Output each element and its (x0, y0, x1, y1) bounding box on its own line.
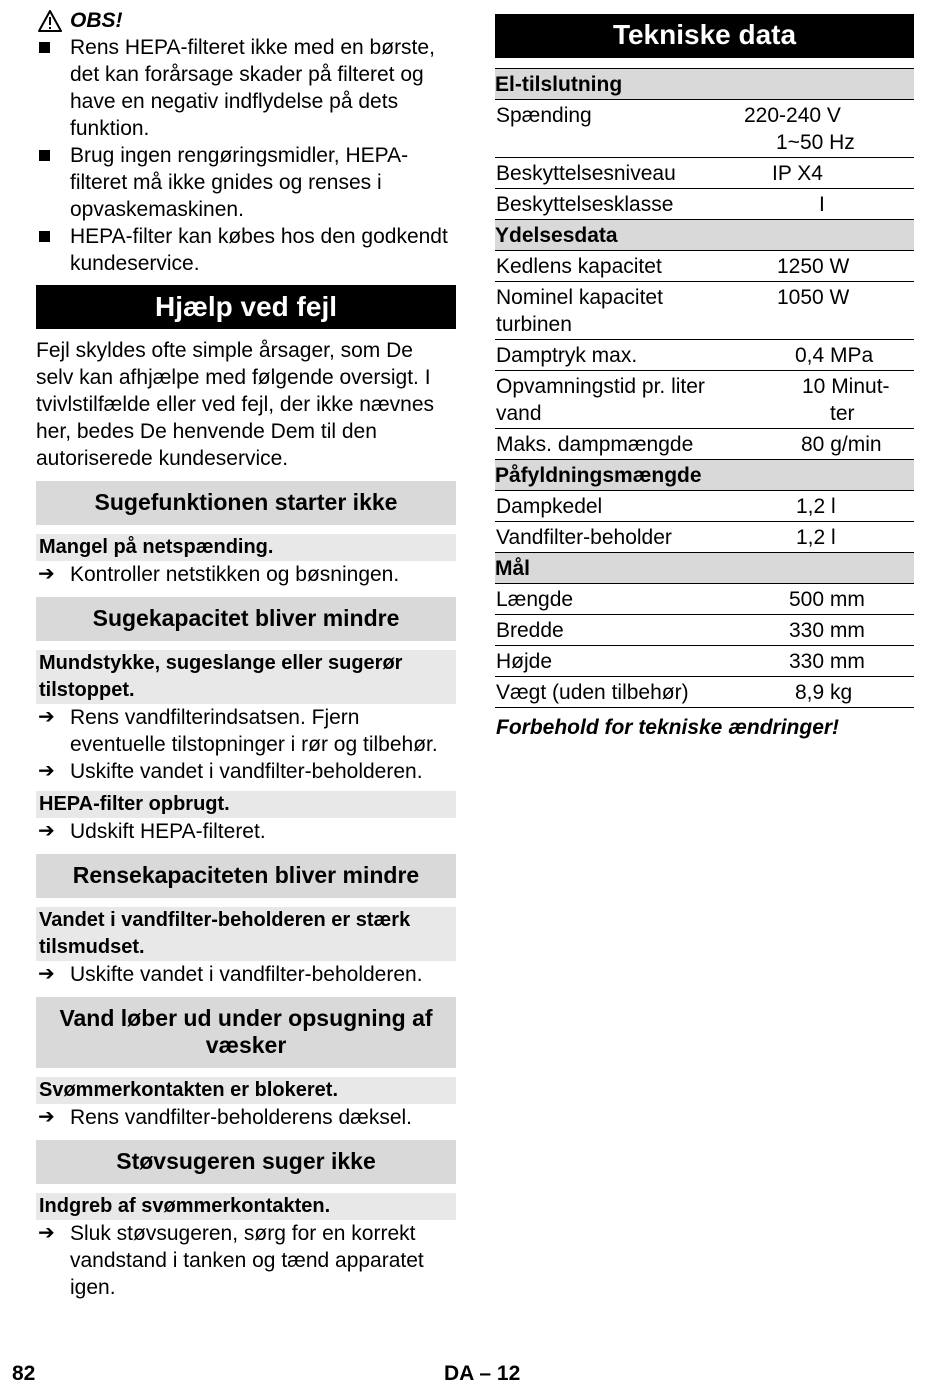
square-bullet-icon (39, 231, 50, 242)
help-heading: Hjælp ved fejl (36, 285, 456, 329)
warning-heading (38, 8, 456, 34)
fault-section (36, 481, 456, 588)
table-row: Spænding 220-240 V 1~50 Hz (495, 100, 914, 158)
fault-section (36, 854, 456, 988)
fault-remedy: ➔ Rens vandfilterindsatsen. Fjern eventuelle tilstopninger i rør og tilbehør. (38, 706, 438, 756)
warning-item: Rens HEPA-filteret ikke med en børste, det kan forårsage skader på filteret og have en negativ indflydelse på dets funktion. (36, 34, 456, 142)
table-row: Dampkedel 1,2 l (495, 491, 914, 522)
fault-heading: Sugefunktionen starter ikke (36, 481, 456, 525)
fault-cause: Mundstykke, sugeslange eller sugerør tilstoppet. (36, 650, 456, 704)
arrow-right-icon: ➔ (38, 706, 55, 728)
fault-section (36, 997, 456, 1131)
square-bullet-icon (39, 150, 50, 161)
fault-cause: Mangel på netspænding. (36, 534, 456, 561)
table-section-row: Påfyldningsmængde (495, 460, 914, 491)
table-row: Bredde 330 mm (495, 615, 914, 646)
table-row: Vandfilter-beholder 1,2 l (495, 522, 914, 553)
fault-heading: Støvsugeren suger ikke (36, 1140, 456, 1184)
fault-remedy: ➔ Udskift HEPA-filteret. (38, 820, 266, 843)
tech-data-note: Forbehold for tekniske ændringer! (496, 716, 840, 739)
table-row: Maks. dampmængde 80 g/min (495, 429, 914, 460)
left-column (36, 8, 456, 1301)
help-intro: Fejl skyldes ofte simple årsager, som De selv kan afhjælpe med følgende oversigt. I tvivlstilfælde eller ved fejl, der ikke nævnes her, bedes De henvende Dem til den autoriserede kundeservice. (36, 339, 434, 470)
tech-data-heading: Tekniske data (495, 14, 914, 58)
fault-remedy: ➔ Uskifte vandet i vandfilter-beholderen. (38, 760, 423, 783)
table-section-row: El-tilslutning (495, 69, 914, 100)
table-section-row: Ydelsesdata (495, 220, 914, 251)
warning-list (36, 34, 456, 277)
table-row: Kedlens kapacitet 1250 W (495, 251, 914, 282)
fault-heading: Rensekapaciteten bliver mindre (36, 854, 456, 898)
warning-item: Brug ingen rengøringsmidler, HEPA-filteret må ikke gnides og renses i opvaskemaskinen. (36, 142, 456, 223)
fault-section (36, 1140, 456, 1301)
table-row: Damptryk max. 0,4 MPa (495, 340, 914, 371)
table-row: Nominel kapacitet turbinen 1050 W (495, 282, 914, 340)
arrow-right-icon: ➔ (38, 1106, 55, 1128)
fault-cause: Vandet i vandfilter-beholderen er stærk tilsmudset. (36, 907, 456, 961)
table-section-row: Mål (495, 553, 914, 584)
fault-cause: Svømmerkontakten er blokeret. (36, 1077, 456, 1104)
arrow-right-icon: ➔ (38, 563, 55, 585)
square-bullet-icon (39, 42, 50, 53)
warning-item: HEPA-filter kan købes hos den godkendt kundeservice. (36, 223, 456, 277)
table-row: Højde 330 mm (495, 646, 914, 677)
tech-data-table (495, 68, 914, 708)
arrow-right-icon: ➔ (38, 820, 55, 842)
fault-remedy: ➔ Sluk støvsugeren, sørg for en korrekt vandstand i tanken og tænd apparatet igen. (38, 1222, 424, 1299)
table-row: Vægt (uden tilbehør) 8,9 kg (495, 677, 914, 708)
warning-title: OBS! (70, 9, 123, 32)
fault-remedy: ➔ Uskifte vandet i vandfilter-beholderen. (38, 963, 423, 986)
table-row: Beskyttelsesklasse I (495, 189, 914, 220)
arrow-right-icon: ➔ (38, 1222, 55, 1244)
fault-remedy: ➔ Rens vandfilter-beholderens dæksel. (38, 1106, 413, 1129)
table-row: Længde 500 mm (495, 584, 914, 615)
right-column (495, 14, 914, 740)
fault-cause: Indgreb af svømmerkontakten. (36, 1193, 456, 1220)
fault-heading: Sugekapacitet bliver mindre (36, 597, 456, 641)
page-number: 82 (12, 1362, 36, 1385)
table-row: Beskyttelsesniveau IP X4 (495, 158, 914, 189)
table-row: Opvamningstid pr. liter vand 10 Minut- ter (495, 371, 914, 429)
fault-cause: HEPA-filter opbrugt. (36, 791, 456, 818)
arrow-right-icon: ➔ (38, 760, 55, 782)
page-code: DA – 12 (444, 1362, 521, 1385)
fault-heading: Vand løber ud under opsugning af væsker (36, 997, 456, 1068)
warning-icon (38, 10, 62, 32)
fault-section (36, 597, 456, 845)
fault-remedy: ➔ Kontroller netstikken og bøsningen. (38, 563, 400, 586)
arrow-right-icon: ➔ (38, 963, 55, 985)
